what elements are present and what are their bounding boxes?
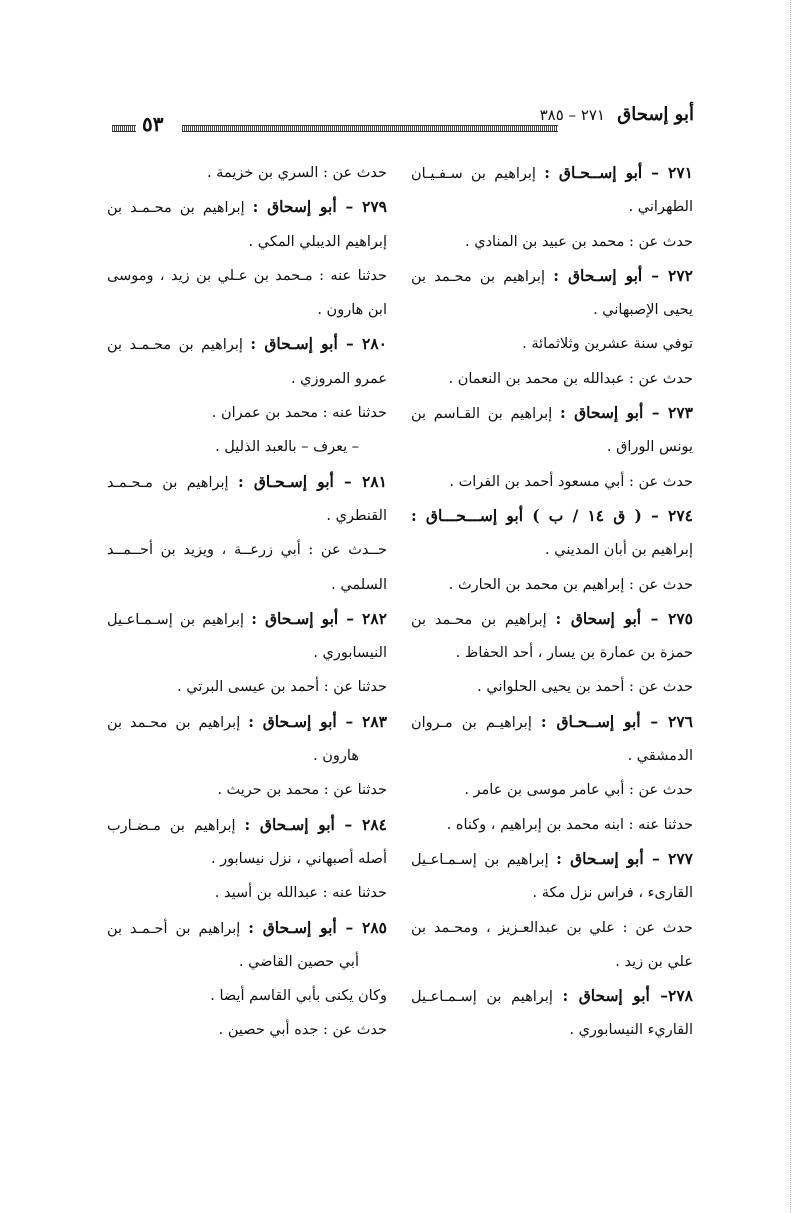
line-text: الطهراني . <box>628 199 693 216</box>
text-line <box>411 911 693 945</box>
text-line <box>107 396 387 430</box>
text-line <box>107 430 387 464</box>
line-text: حدثنا عن : محمد بن حريث . <box>217 782 387 799</box>
header-rule-left <box>112 125 136 132</box>
line-text: أصله أصبهاني ، نزل نيسابور . <box>210 850 387 867</box>
text-line <box>107 979 387 1013</box>
line-text: إبراهيم بن إسـمـاعـيل <box>411 851 557 868</box>
running-title-range: ٢٧١ – ٣٨٥ <box>539 106 605 124</box>
line-text: وكان يكنى بأبي القاسم أيضا . <box>210 988 387 1005</box>
text-line <box>107 499 387 533</box>
page-edge <box>790 0 791 1213</box>
line-text: حدث عن : إبراهيم بن محمد بن الحارث . <box>448 576 693 593</box>
line-text: حدث عن : أحمد بن يحيى الحلواني . <box>477 679 693 696</box>
entry-heading-line <box>411 842 693 876</box>
entry-number-name: ٢٨١ – أبو إسـحـاق : <box>237 471 387 491</box>
line-text: إبراهيم بن سـفـيـان <box>411 166 545 182</box>
text-line <box>411 808 693 842</box>
entry-number-name: ٢٧١ – أبو إســحـاق : <box>544 163 693 182</box>
text-line <box>107 739 387 773</box>
text-line <box>411 533 693 567</box>
entry-heading-line <box>411 396 693 430</box>
text-line <box>107 876 387 910</box>
entry-number-name: ٢٨٠ – أبو إسـحاق : <box>250 334 387 354</box>
entry-heading-line <box>411 602 693 636</box>
entry-heading-line <box>411 979 693 1013</box>
line-text: عمرو المروزي . <box>290 370 387 387</box>
text-line <box>411 430 693 464</box>
entry-heading-line <box>107 602 387 636</box>
header-rule <box>182 125 558 132</box>
text-line <box>107 568 387 602</box>
left-column <box>107 156 387 1048</box>
text-line <box>107 533 387 567</box>
line-text: ابن هارون . <box>317 302 387 319</box>
text-line <box>107 225 387 259</box>
text-line <box>107 362 387 396</box>
line-text: حدثنا عن : أحمد بن عيسى البرتي . <box>177 679 387 696</box>
text-line <box>411 362 693 396</box>
text-line <box>107 842 387 876</box>
entry-number-name: ٢٨٣ – أبو إسـحاق : <box>248 711 387 731</box>
entry-number-name: ٢٧٦ – أبو إســحـاق : <box>540 711 693 731</box>
text-line <box>411 739 693 773</box>
text-line <box>411 327 693 361</box>
text-line <box>411 225 693 259</box>
line-text: حــدث عن : أبي زرعــة ، ويزيد بن أحــمــد <box>107 542 387 559</box>
text-line <box>411 568 693 602</box>
line-text: النيسابوري . <box>313 645 387 662</box>
line-text: الدمشقي . <box>627 748 693 765</box>
line-text: إبراهيم بن مـضـارب <box>107 817 245 834</box>
line-text: حدث عن : أبي مسعود أحمد بن الفرات . <box>449 473 693 490</box>
entry-heading-line <box>107 190 387 224</box>
line-text: إبراهيـم بن مـروان <box>411 714 541 731</box>
entry-number-name: ٢٨٥ – أبو إسـحاق : <box>248 917 387 937</box>
line-text: حدثنا عنه : ابنه محمد بن إبراهيم ، وكناه . <box>446 816 693 833</box>
text-line <box>107 636 387 670</box>
entry-heading-line <box>107 327 387 361</box>
entry-number-name: ٢٧٥ – أبو إسحاق : <box>555 608 693 628</box>
line-text: يونس الوراق . <box>606 439 693 456</box>
line-text: حدثنا عنه : عبدالله بن أسيد . <box>214 885 387 902</box>
line-text: إبراهيم بن محـمـد بن <box>107 200 253 217</box>
page-header <box>112 100 694 140</box>
line-text: القاريء النيسابوري . <box>569 1022 693 1039</box>
entry-heading-line <box>411 499 693 533</box>
text-line <box>411 1013 693 1047</box>
line-text: حمزة بن عمارة بن يسار ، أحد الحفاظ . <box>455 645 693 662</box>
text-line <box>411 465 693 499</box>
entry-number-name: ٢٨٤ – أبو إسـحاق : <box>244 814 387 834</box>
line-text: إبراهيم بن محـمد بن <box>411 268 554 285</box>
line-text: هارون . <box>313 748 359 765</box>
entry-heading-line <box>107 705 387 739</box>
line-text: – يعرف – بالعبد الذليل . <box>215 439 359 456</box>
entry-number-name: ٢٨٢ – أبو إسـحاق : <box>251 608 387 628</box>
entry-number-name: ٢٧٧ – أبو إسـحاق : <box>556 848 693 868</box>
line-text: حدث عن : علي بن عبدالعـزيز ، ومحـمد بن <box>411 919 693 936</box>
line-text: إبراهيم بن إسـمـاعـيل <box>107 611 252 628</box>
line-text: إبراهيم الديبلي المكي . <box>248 233 387 250</box>
text-line <box>107 773 387 807</box>
line-text: حدثنا عنه : مـحمد بن عـلي بن زيد ، وموسى <box>107 267 387 284</box>
line-text: إبراهيم بن أبان المديني . <box>545 542 693 559</box>
line-text: توفي سنة عشرين وثلاثمائة . <box>522 336 693 353</box>
line-text: حدث عن : أبي عامر موسى بن عامر . <box>464 782 693 799</box>
entry-heading-line <box>411 259 693 293</box>
text-line <box>107 1013 387 1047</box>
line-text: إبراهيم بن القـاسم بن <box>411 406 560 423</box>
text-line <box>411 773 693 807</box>
right-column <box>411 156 693 1048</box>
entry-heading-line <box>107 911 387 945</box>
line-text: السلمي . <box>331 576 387 593</box>
line-text: إبراهيم بن أحـمـد بن <box>107 920 249 937</box>
entry-heading-line <box>107 808 387 842</box>
line-text: إبراهيم بن محـمد بن <box>411 611 556 628</box>
entry-number-name: ٢٧٤ – ( ق ١٤ / ب ) أبو إســـحـــاق : <box>411 505 693 525</box>
text-line <box>107 670 387 704</box>
text-line <box>411 293 693 327</box>
text-line <box>107 293 387 327</box>
line-text: حدث عن : عبدالله بن محمد بن النعمان . <box>448 370 693 387</box>
text-line <box>411 636 693 670</box>
line-text: حدث عن : محمد بن عبيد بن المنادي . <box>465 233 693 250</box>
line-text: يحيى الإصبهاني . <box>593 302 693 319</box>
text-line <box>107 156 387 190</box>
line-text: حدثنا عنه : محمد بن عمران . <box>211 405 387 422</box>
entry-number-name: ٢٧٨– أبو إسحاق : <box>562 986 693 1006</box>
text-line <box>411 876 693 910</box>
line-text: إبراهيم بن محـمد بن <box>107 714 249 731</box>
entry-number-name: ٢٧٣ – أبو إسحاق : <box>559 403 693 423</box>
text-line <box>411 945 693 979</box>
text-line <box>411 190 693 224</box>
text-line <box>107 259 387 293</box>
line-text: علي بن زيد . <box>615 953 693 970</box>
text-line <box>107 945 387 979</box>
line-text: حدث عن : جده أبي حصين . <box>218 1022 387 1039</box>
line-text: أبي حصين القاضي . <box>238 953 359 970</box>
running-title <box>540 104 694 125</box>
entry-number-name: ٢٧٢ – أبو إسـحاق : <box>553 265 693 285</box>
line-text: حدث عن : السري بن خزيمة . <box>206 165 387 181</box>
line-text: القنطري . <box>326 507 387 524</box>
entry-heading-line <box>411 705 693 739</box>
line-text: إبراهيم بن مـحـمـد <box>107 474 238 491</box>
page-number: ٥٣ <box>142 112 164 136</box>
line-text: القارىء ، فراس نزل مكة . <box>532 885 693 902</box>
entry-heading-line <box>107 465 387 499</box>
entry-heading-line <box>411 156 693 190</box>
text-line <box>411 670 693 704</box>
entry-number-name: ٢٧٩ – أبو إسحاق : <box>252 197 387 217</box>
line-text: إبراهيم بن إسـمـاعـيل <box>411 989 563 1006</box>
running-title-name: أبو إسحاق <box>617 104 694 125</box>
line-text: إبراهيم بن محـمـد بن <box>107 337 251 354</box>
